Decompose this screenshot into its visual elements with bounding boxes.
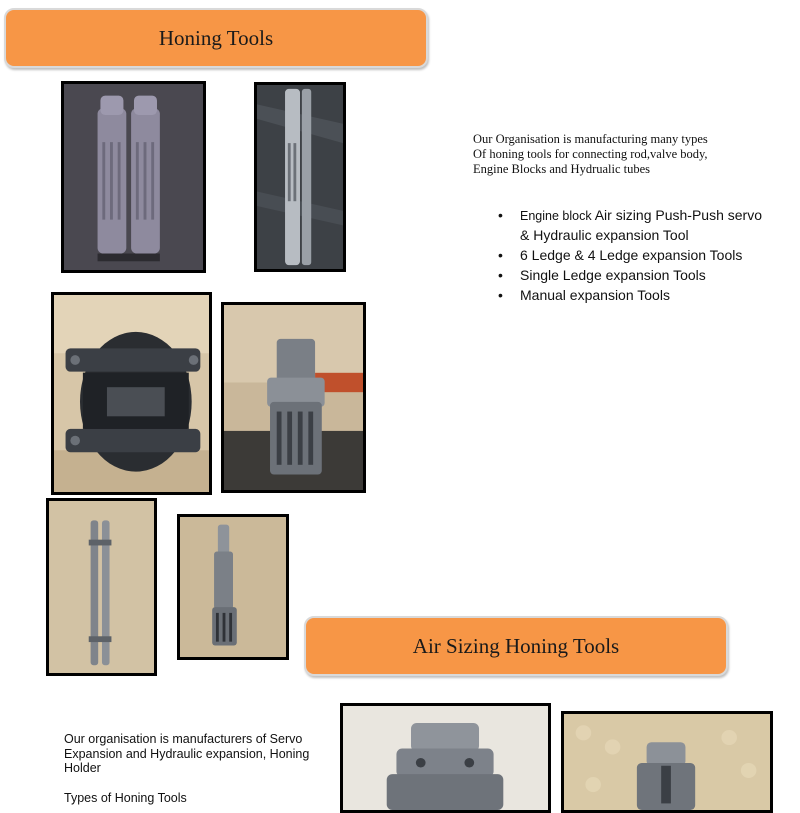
bullet-icon: • — [498, 287, 503, 303]
intro-line-2: Of honing tools for connecting rod,valve body, — [473, 147, 708, 161]
honing-holder-on-workbench-photo — [221, 302, 366, 493]
long-honing-mandrel-photo — [254, 82, 346, 272]
air-sizing-honing-holder-photo — [340, 703, 551, 813]
honing-tools-banner — [4, 8, 428, 68]
list-item — [498, 206, 768, 245]
list-item-text: Manual expansion Tools — [520, 287, 670, 303]
bullet-icon: • — [498, 207, 503, 223]
bullet-icon: • — [498, 247, 503, 263]
list-item-text: 6 Ledge & 4 Ledge expansion Tools — [520, 247, 743, 263]
intro-line-1: Our Organisation is manufacturing many types — [473, 132, 708, 146]
air-sizing-title: Air Sizing Honing Tools — [412, 633, 620, 658]
list-item — [498, 246, 768, 265]
intro-paragraph — [473, 132, 773, 177]
twin-purple-honing-tools-photo — [61, 81, 206, 273]
intro-line-3: Engine Blocks and Hydrualic tubes — [473, 162, 651, 176]
honing-tools-title: Honing Tools — [158, 25, 274, 50]
list-item-prefix: Engine block — [520, 209, 592, 223]
bullet-icon: • — [498, 267, 503, 283]
list-item-text: Air sizing Push-Push servo & Hydraulic expansion Tool — [520, 207, 762, 243]
black-honing-head-photo — [51, 292, 212, 495]
types-of-honing-tools-heading: Types of Honing Tools — [64, 791, 187, 805]
single-honing-tool-photo — [177, 514, 289, 660]
air-sizing-honing-tools-banner — [304, 616, 728, 676]
two-long-honing-rods-photo — [46, 498, 157, 676]
list-item — [498, 286, 768, 305]
list-item — [498, 266, 768, 285]
list-item-text: Single Ledge expansion Tools — [520, 267, 706, 283]
air-sizing-paragraph: Our organisation is manufacturers of Servo Expansion and Hydraulic expansion, Honing Holder — [64, 732, 310, 775]
air-sizing-tool-bubble-wrap-photo — [561, 711, 773, 813]
honing-tool-types-list — [498, 206, 768, 306]
